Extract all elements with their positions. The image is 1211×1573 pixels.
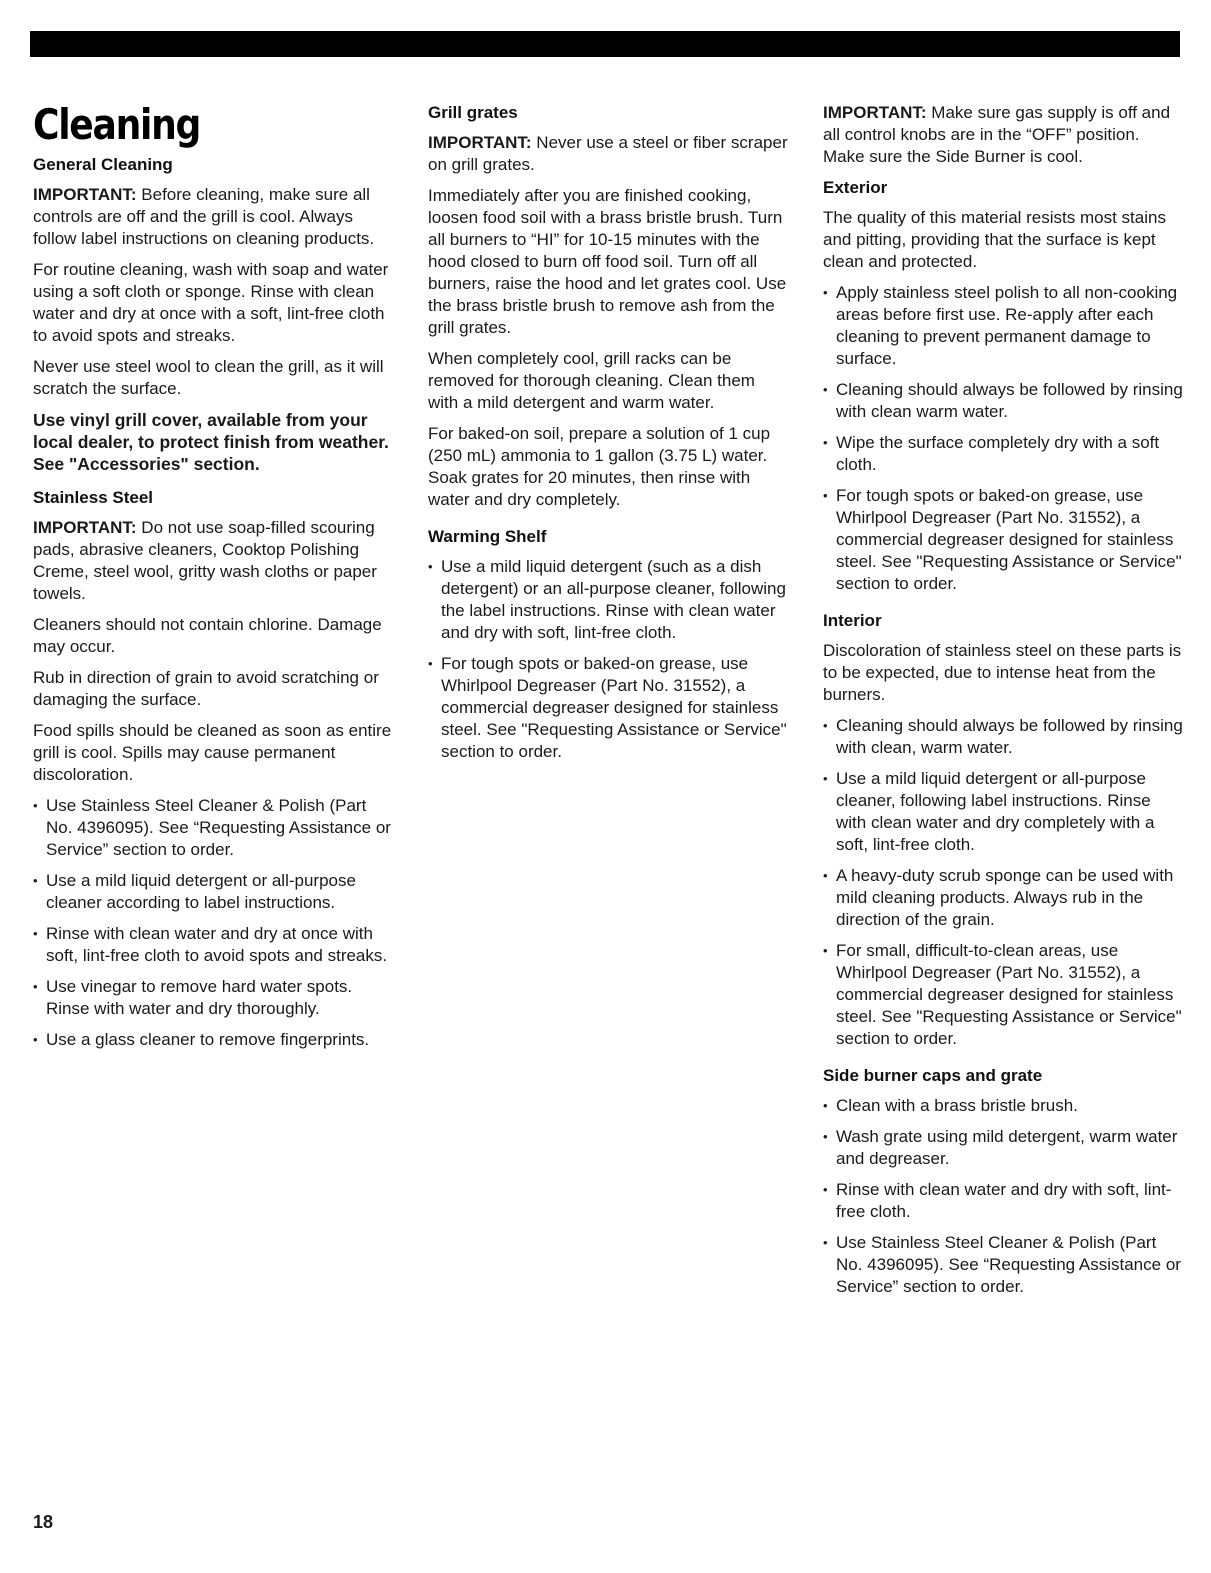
list-item: • Rinse with clean water and dry at once with soft, lint-free cloth to avoid spots and streaks.	[33, 923, 393, 967]
list-item: • A heavy-duty scrub sponge can be used with mild cleaning products. Always rub in the direction of the grain.	[823, 865, 1185, 931]
list-item: • For tough spots or baked-on grease, use Whirlpool Degreaser (Part No. 31552), a commercial degreaser designed for stainless steel. See "Requesting Assistance or Service" section to order.	[823, 485, 1185, 595]
grill-grates-heading: Grill grates	[428, 103, 518, 122]
stainless-bullet-list	[33, 795, 393, 1051]
important-text: Before cleaning, make sure all controls are off and the grill is cool. Always follow label instructions on cleaning products.	[33, 185, 375, 248]
general-paragraph: Never use steel wool to clean the grill, as it will scratch the surface.	[33, 357, 384, 398]
side-burner-heading: Side burner caps and grate	[823, 1066, 1043, 1085]
page-title: Cleaning	[33, 100, 201, 149]
list-item: • Use a mild liquid detergent (such as a dish detergent) or an all-purpose cleaner, following the label instructions. Rinse with clean water and dry with soft, lint-free cloth.	[428, 556, 788, 644]
important-text: Make sure gas supply is off and all control knobs are in the “OFF” position. Make sure the Side Burner is cool.	[823, 103, 1171, 166]
column-3	[823, 102, 1185, 1307]
list-item: • For small, difficult-to-clean areas, use Whirlpool Degreaser (Part No. 31552), a commercial degreaser designed for stainless steel. See "Requesting Assistance or Service" section to order.	[823, 940, 1185, 1050]
stainless-steel-heading: Stainless Steel	[33, 488, 154, 507]
important-text: Never use a steel or fiber scraper on grill grates.	[428, 133, 788, 174]
stainless-paragraph: Cleaners should not contain chlorine. Damage may occur.	[33, 615, 382, 656]
grill-cover-note: Use vinyl grill cover, available from your local dealer, to protect finish from weather. See "Accessories" section.	[33, 410, 389, 474]
grill-paragraph: When completely cool, grill racks can be removed for thorough cleaning. Clean them with a mild detergent and warm water.	[428, 349, 755, 412]
side-burner-bullet-list	[823, 1095, 1185, 1298]
list-item: • Clean with a brass bristle brush.	[823, 1095, 1185, 1117]
column-1	[33, 102, 393, 1060]
list-item: • Use a mild liquid detergent or all-purpose cleaner, following label instructions. Rinse with clean water and dry completely with a soft, lint-free cloth.	[823, 768, 1185, 856]
list-item: • Use vinegar to remove hard water spots. Rinse with water and dry thoroughly.	[33, 976, 393, 1020]
side-burner-important	[823, 102, 1185, 168]
stainless-paragraph: Rub in direction of grain to avoid scratching or damaging the surface.	[33, 668, 379, 709]
list-item: • Use a glass cleaner to remove fingerprints.	[33, 1029, 393, 1051]
header-bar	[30, 31, 1180, 57]
list-item: • Wipe the surface completely dry with a soft cloth.	[823, 432, 1185, 476]
list-item: • Cleaning should always be followed by rinsing with clean, warm water.	[823, 715, 1185, 759]
list-item: • Wash grate using mild detergent, warm water and degreaser.	[823, 1126, 1185, 1170]
stainless-important	[33, 517, 393, 605]
grill-paragraph: For baked-on soil, prepare a solution of 1 cup (250 mL) ammonia to 1 gallon (3.75 L) water. Soak grates for 20 minutes, then rinse with water and dry completely.	[428, 424, 771, 509]
list-item: • Use a mild liquid detergent or all-purpose cleaner according to label instructions.	[33, 870, 393, 914]
interior-heading: Interior	[823, 611, 882, 630]
important-text: Do not use soap-filled scouring pads, abrasive cleaners, Cooktop Polishing Creme, steel wool, gritty wash cloths or paper towels.	[33, 518, 377, 603]
exterior-bullet-list	[823, 282, 1185, 595]
interior-paragraph: Discoloration of stainless steel on these parts is to be expected, due to intense heat from the burners.	[823, 641, 1182, 704]
grill-paragraph: Immediately after you are finished cooking, loosen food soil with a brass bristle brush. Turn all burners to “HI” for 10-15 minutes with the hood closed to burn off food soil. Turn off all burners, raise the hood and let grates cool. Use the brass bristle brush to remove ash from the grill grates.	[428, 186, 787, 337]
column-2	[428, 102, 788, 772]
list-item: • For tough spots or baked-on grease, use Whirlpool Degreaser (Part No. 31552), a commercial degreaser designed for stainless steel. See "Requesting Assistance or Service" section to order.	[428, 653, 788, 763]
general-important	[33, 184, 393, 250]
important-label: IMPORTANT:	[33, 185, 137, 204]
grill-important	[428, 132, 788, 176]
important-label: IMPORTANT:	[823, 103, 927, 122]
list-item: • Rinse with clean water and dry with soft, lint-free cloth.	[823, 1179, 1185, 1223]
warming-bullet-list	[428, 556, 788, 763]
general-cleaning-heading: General Cleaning	[33, 155, 173, 174]
general-paragraph: For routine cleaning, wash with soap and water using a soft cloth or sponge. Rinse with clean water and dry at once with a soft, lint-free cloth to avoid spots and streaks.	[33, 260, 389, 345]
exterior-paragraph: The quality of this material resists most stains and pitting, providing that the surface is kept clean and protected.	[823, 208, 1166, 271]
interior-bullet-list	[823, 715, 1185, 1050]
exterior-heading: Exterior	[823, 178, 888, 197]
list-item: • Apply stainless steel polish to all non-cooking areas before first use. Re-apply after each cleaning to prevent permanent damage to surface.	[823, 282, 1185, 370]
stainless-paragraph: Food spills should be cleaned as soon as entire grill is cool. Spills may cause permanent discoloration.	[33, 721, 392, 784]
list-item: • Use Stainless Steel Cleaner & Polish (Part No. 4396095). See “Requesting Assistance or Service” section to order.	[33, 795, 393, 861]
page-number: 18	[33, 1512, 54, 1532]
important-label: IMPORTANT:	[33, 518, 137, 537]
warming-shelf-heading: Warming Shelf	[428, 527, 547, 546]
list-item: • Use Stainless Steel Cleaner & Polish (Part No. 4396095). See “Requesting Assistance or Service” section to order.	[823, 1232, 1185, 1298]
list-item: • Cleaning should always be followed by rinsing with clean warm water.	[823, 379, 1185, 423]
important-label: IMPORTANT:	[428, 133, 532, 152]
